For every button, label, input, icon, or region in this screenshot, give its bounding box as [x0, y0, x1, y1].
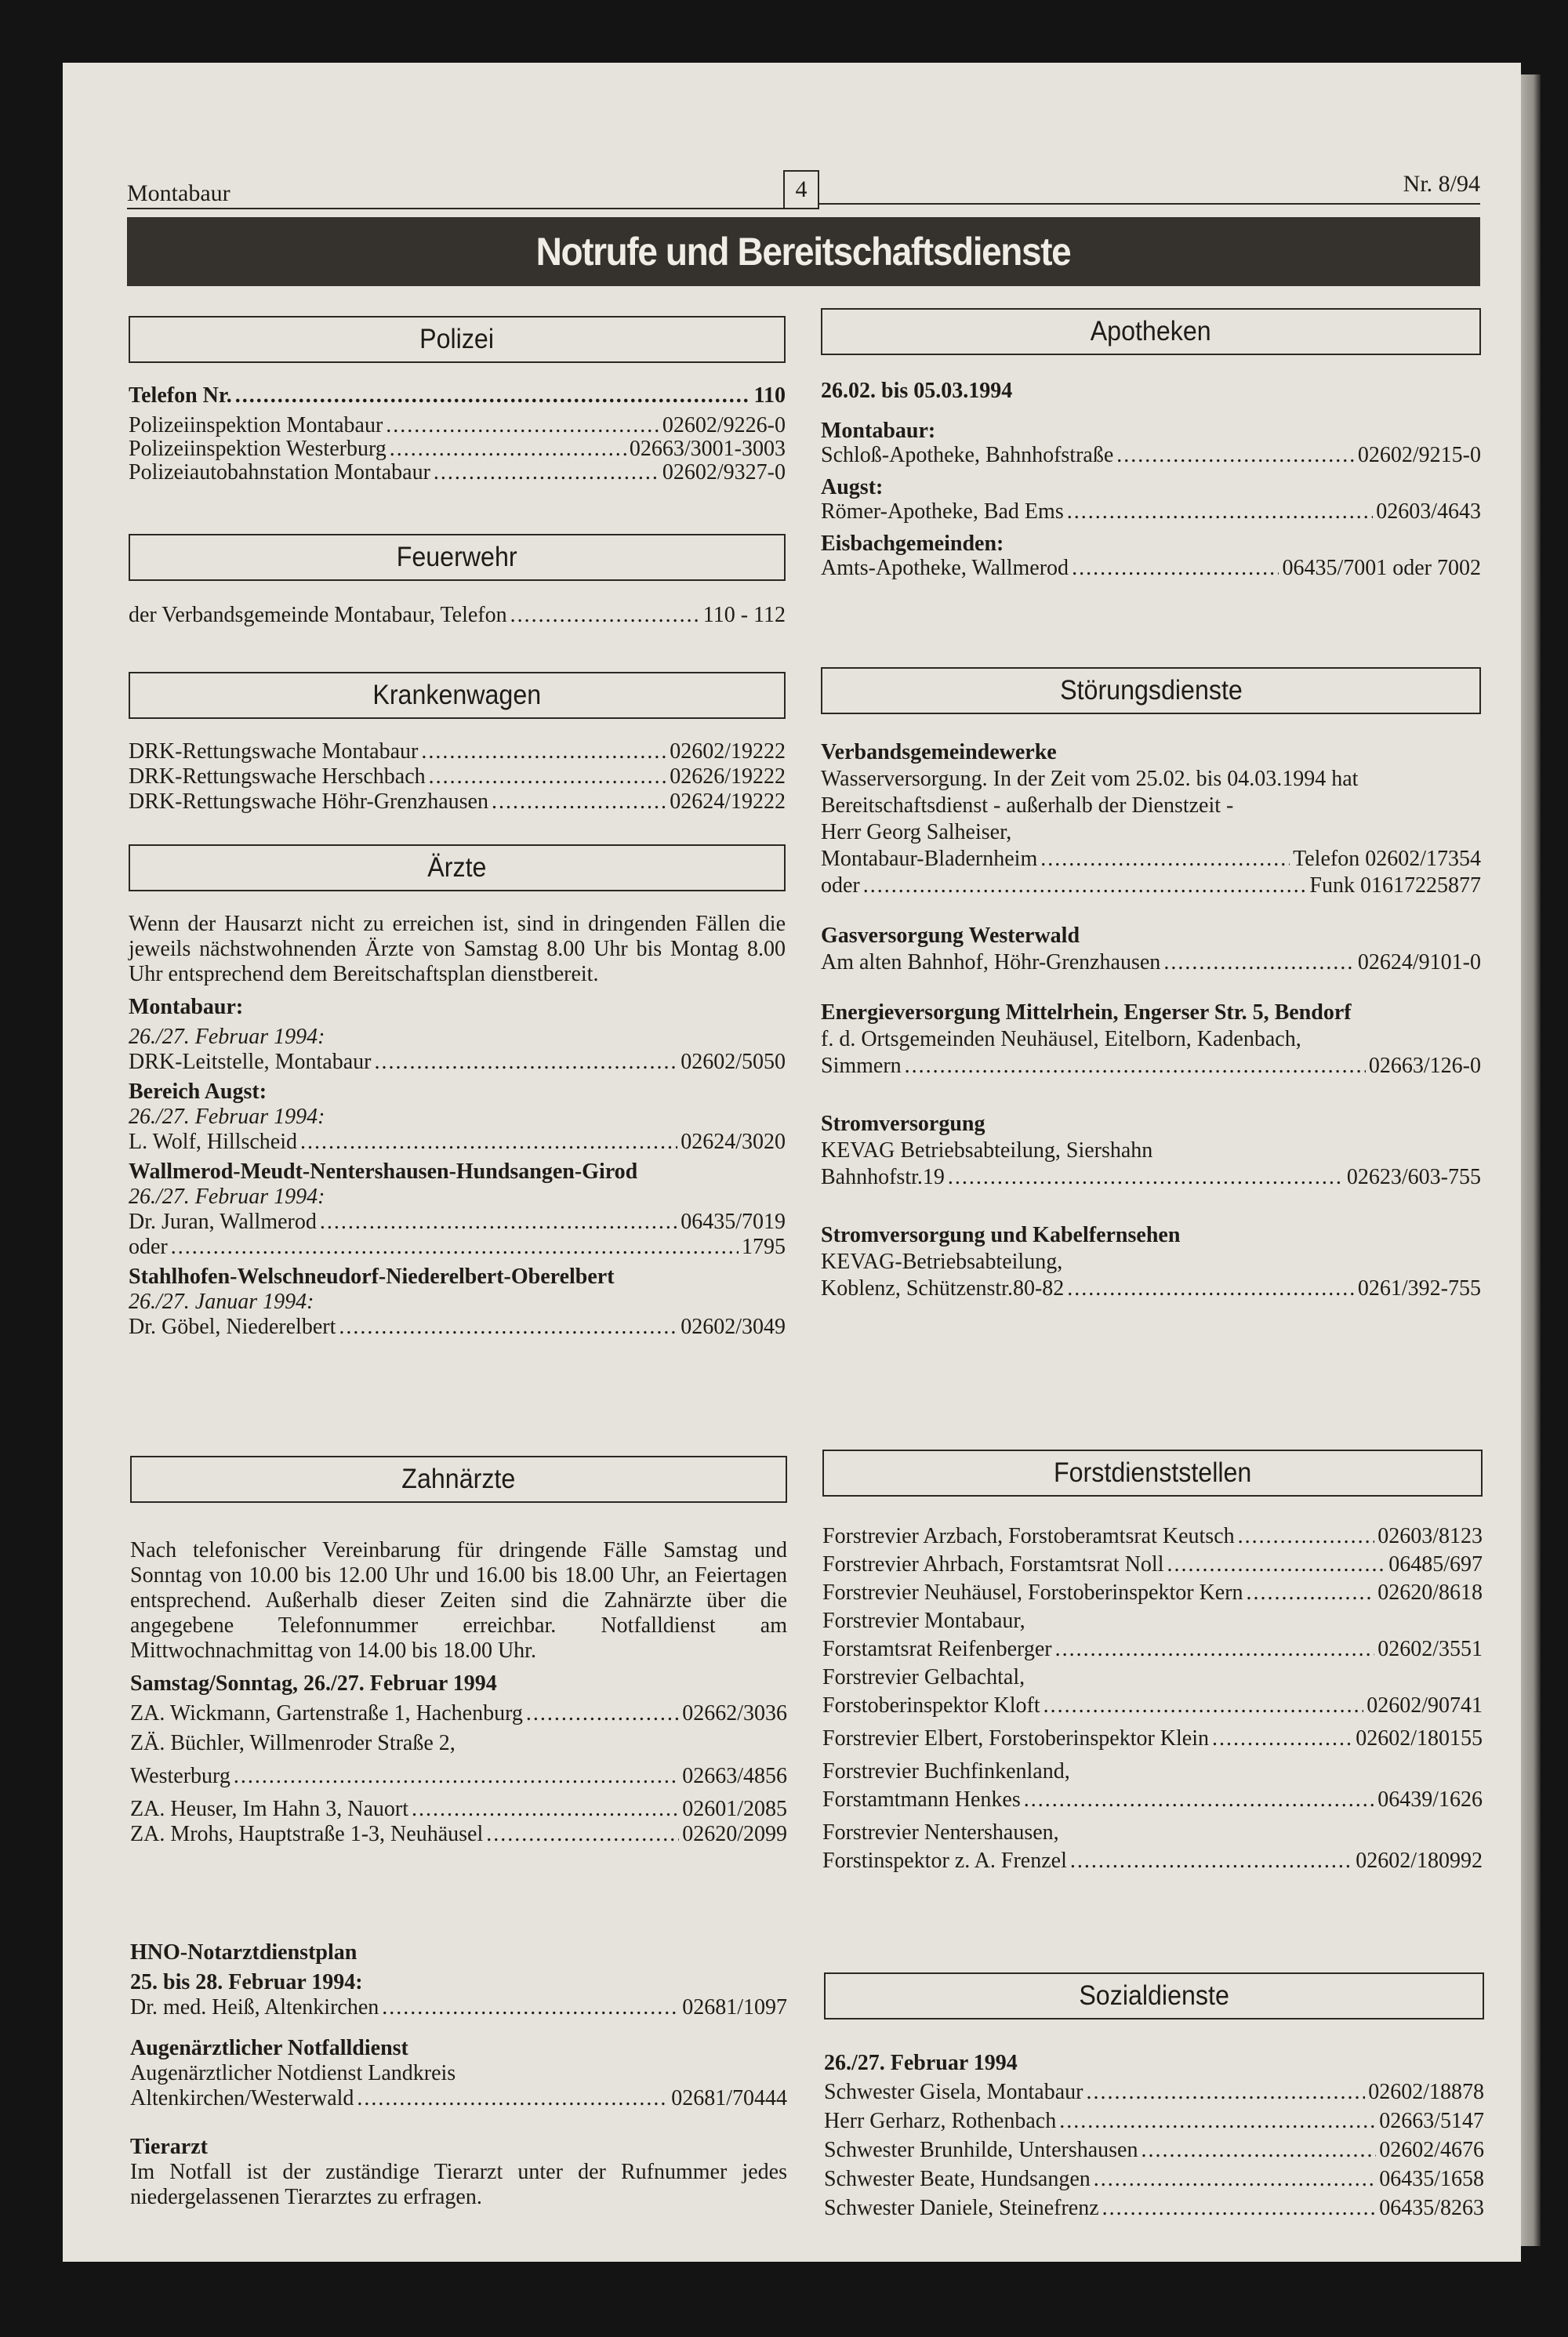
list-item-line: Forstrevier Gelbachtal,	[822, 1665, 1025, 1689]
list-item: Dr. Juran, Wallmerod ..... 06435/7019	[129, 1210, 786, 1235]
list-item: DRK-Leitstelle, Montabaur ..... 02602/5050	[129, 1050, 786, 1075]
text-line: Wasserversorgung. In der Zeit vom 25.02. bis 04.03.1994 hat	[821, 767, 1359, 791]
list-item: DRK-Rettungswache Herschbach ..... 02626/19222	[129, 764, 786, 789]
text-line: KEVAG-Betriebsabteilung,	[821, 1250, 1063, 1274]
feuerwehr-list	[129, 602, 786, 629]
section-title-augen: Augenärztlicher Notfalldienst	[130, 2036, 408, 2060]
krankenwagen-list	[129, 739, 786, 815]
list-item: Forstrevier Neuhäusel, Forstoberinspektor Kern ..... 02620/8618	[822, 1579, 1483, 1607]
area-heading: Montabaur:	[821, 419, 936, 443]
list-item: Telefon Nr. ..... 110	[129, 383, 786, 409]
list-item: Westerburg ..... 02663/4856	[130, 1764, 787, 1789]
list-item-line: Forstrevier Buchfinkenland,	[822, 1759, 1070, 1784]
issue-number: Nr. 8/94	[1403, 171, 1480, 197]
list-item: Am alten Bahnhof, Höhr-Grenzhausen ..... 02624/9101-0	[821, 949, 1481, 976]
zahnaerzte-list	[130, 1538, 787, 1847]
date-line: 26./27. Januar 1994:	[129, 1290, 314, 1314]
subsection-title: Verbandsgemeindewerke	[821, 740, 1057, 764]
list-item: Forstrevier Elbert, Forstoberinspektor Klein ..... 02602/180155	[822, 1725, 1483, 1753]
list-item-line: Forstrevier Nentershausen,	[822, 1820, 1059, 1845]
area-heading: Eisbachgemeinden:	[821, 532, 1004, 556]
list-item: L. Wolf, Hillscheid ..... 02624/3020	[129, 1130, 786, 1155]
tierarzt-text: Im Notfall ist der zuständige Tierarzt unter der Rufnummer jedes niedergelassenen Tierarztes zu erfragen.	[130, 2160, 787, 2209]
list-item-line: Augenärztlicher Notdienst Landkreis	[130, 2061, 456, 2085]
page-number-box: 4	[783, 170, 819, 209]
list-item: oder ..... 1795	[129, 1235, 786, 1260]
list-item: oder ..... Funk 01617225877	[821, 873, 1481, 899]
list-item: Koblenz, Schützenstr.80-82 ..... 0261/392-755	[821, 1276, 1481, 1302]
hno-section	[130, 1940, 787, 2210]
zahnaerzte-intro: Nach telefonischer Vereinbarung für dringende Fälle Samstag und Sonntag von 10.00 bis 12.00 Uhr und 16.00 bis 18.00 Uhr, an Feiertagen entsprechend. Außerhalb dieser Zeiten sind die Zahnärzte über die angegebene Telefonnummer erreichbar. Notfalldienst am Mittwochnachmittag von 14.00 bis 18.00 Uhr.	[130, 1538, 787, 1663]
list-item: DRK-Rettungswache Montabaur ..... 02602/19222	[129, 739, 786, 764]
section-header-stoerungsdienste: Störungsdienste	[821, 667, 1481, 714]
list-item: ZA. Wickmann, Gartenstraße 1, Hachenburg ..... 02662/3036	[130, 1701, 787, 1726]
date-line: 26./27. Februar 1994:	[129, 1185, 325, 1209]
subsection-title: Energieversorgung Mittelrhein, Engerser Str. 5, Bendorf	[821, 1000, 1352, 1025]
list-item: Forstamtmann Henkes ..... 06439/1626	[822, 1786, 1483, 1814]
list-item: Montabaur-Bladernheim ..... Telefon 02602/17354	[821, 846, 1481, 873]
list-item: Schwester Gisela, Montabaur ..... 02602/18878	[824, 2078, 1484, 2107]
section-header-polizei: Polizei	[129, 316, 786, 363]
header-rule-right	[819, 203, 1480, 205]
list-item: Schwester Brunhilde, Untershausen ..... 02602/4676	[824, 2136, 1484, 2165]
section-header-sozialdienste: Sozialdienste	[824, 1972, 1484, 2019]
area-heading: Augst:	[821, 475, 884, 499]
text-line: f. d. Ortsgemeinden Neuhäusel, Eitelborn, Kadenbach,	[821, 1027, 1301, 1051]
text-line: Bereitschaftsdienst - außerhalb der Dienstzeit -	[821, 793, 1234, 818]
date-line: 25. bis 28. Februar 1994:	[130, 1970, 363, 1994]
list-item: Dr. med. Heiß, Altenkirchen ..... 02681/1097	[130, 1995, 787, 2020]
subsection-title: Stromversorgung und Kabelfernsehen	[821, 1223, 1181, 1247]
list-item: Römer-Apotheke, Bad Ems ..... 02603/4643	[821, 499, 1481, 524]
list-item: Herr Gerharz, Rothenbach ..... 02663/5147	[824, 2107, 1484, 2136]
list-item: Schloß-Apotheke, Bahnhofstraße ..... 02602/9215-0	[821, 443, 1481, 467]
list-item-line: ZÄ. Büchler, Willmenroder Straße 2,	[130, 1731, 456, 1755]
list-item: Forstrevier Ahrbach, Forstamtsrat Noll ..... 06485/697	[822, 1551, 1483, 1579]
subsection-title: Gasversorgung Westerwald	[821, 924, 1080, 948]
area-heading: Montabaur:	[129, 995, 244, 1019]
apotheken-list	[821, 379, 1481, 580]
sozial-list	[824, 2049, 1484, 2223]
page-title: Notrufe und Bereitschaftsdienste	[536, 230, 1071, 274]
list-item: der Verbandsgemeinde Montabaur, Telefon ..... 110 - 112	[129, 602, 786, 629]
section-title-hno: HNO-Notarztdienstplan	[130, 1940, 358, 1965]
list-item: Bahnhofstr.19 ..... 02623/603-755	[821, 1164, 1481, 1191]
date-line: 26./27. Februar 1994:	[129, 1025, 325, 1049]
list-item: ZA. Mrohs, Hauptstraße 1-3, Neuhäusel ..... 02620/2099	[130, 1822, 787, 1847]
list-item: Schwester Beate, Hundsangen ..... 06435/1658	[824, 2165, 1484, 2194]
aerzte-intro: Wenn der Hausarzt nicht zu erreichen ist, sind in dringenden Fällen die jeweils nächstwohnenden Ärzte von Samstag 8.00 Uhr bis Montag 8.00 Uhr entsprechend dem Bereitschaftsplan dienstbereit.	[129, 912, 786, 986]
area-heading: Bereich Augst:	[129, 1080, 267, 1104]
aerzte-list	[129, 912, 786, 1340]
section-header-aerzte: Ärzte	[129, 844, 786, 891]
section-header-feuerwehr: Feuerwehr	[129, 534, 786, 581]
list-item: Dr. Göbel, Niederelbert ..... 02602/3049	[129, 1315, 786, 1340]
date-line: 26./27. Februar 1994:	[129, 1105, 325, 1129]
area-heading: Wallmerod-Meudt-Nentershausen-Hundsangen-Girod	[129, 1159, 638, 1184]
polizei-list	[129, 383, 786, 484]
subsection-title: Stromversorgung	[821, 1112, 985, 1136]
list-item: Polizeiautobahnstation Montabaur ..... 02602/9327-0	[129, 461, 786, 484]
area-heading: Stahlhofen-Welschneudorf-Niederelbert-Oberelbert	[129, 1265, 615, 1289]
header-location: Montabaur	[127, 180, 230, 206]
text-line: KEVAG Betriebsabteilung, Siershahn	[821, 1138, 1153, 1163]
list-item: Altenkirchen/Westerwald ..... 02681/70444	[130, 2086, 787, 2111]
list-item: Schwester Daniele, Steinefrenz ..... 06435/8263	[824, 2194, 1484, 2223]
list-item: DRK-Rettungswache Höhr-Grenzhausen ..... 02624/19222	[129, 789, 786, 815]
forst-list	[822, 1522, 1483, 1875]
date-line: 26.02. bis 05.03.1994	[821, 379, 1013, 403]
section-title-tierarzt: Tierarzt	[130, 2135, 208, 2159]
list-item: Simmern ..... 02663/126-0	[821, 1053, 1481, 1080]
list-item: Amts-Apotheke, Wallmerod ..... 06435/7001 oder 7002	[821, 556, 1481, 580]
header-rule-left	[127, 208, 783, 209]
text-line: Herr Georg Salheiser,	[821, 820, 1012, 844]
stoerung-list	[821, 739, 1481, 1302]
list-item: Forstrevier Arzbach, Forstoberamtsrat Keutsch ..... 02603/8123	[822, 1522, 1483, 1551]
list-item: Polizeiinspektion Westerburg ..... 02663/3001-3003	[129, 437, 786, 461]
list-item: ZA. Heuser, Im Hahn 3, Nauort ..... 02601/2085	[130, 1797, 787, 1822]
section-header-krankenwagen: Krankenwagen	[129, 672, 786, 719]
page-title-banner	[127, 217, 1480, 286]
date-line: Samstag/Sonntag, 26./27. Februar 1994	[130, 1671, 497, 1696]
list-item: Forstamtsrat Reifenberger ..... 02602/3551	[822, 1635, 1483, 1664]
list-item-line: Forstrevier Montabaur,	[822, 1609, 1025, 1633]
section-header-zahnaerzte: Zahnärzte	[130, 1456, 787, 1503]
date-line: 26./27. Februar 1994	[824, 2051, 1018, 2075]
list-item: Forstoberinspektor Kloft ..... 02602/90741	[822, 1692, 1483, 1720]
section-header-forstdienststellen: Forstdienststellen	[822, 1450, 1483, 1497]
section-header-apotheken: Apotheken	[821, 308, 1481, 355]
list-item: Forstinspektor z. A. Frenzel ..... 02602/180992	[822, 1847, 1483, 1875]
newspaper-page	[63, 63, 1521, 2262]
list-item: Polizeiinspektion Montabaur ..... 02602/9226-0	[129, 414, 786, 437]
